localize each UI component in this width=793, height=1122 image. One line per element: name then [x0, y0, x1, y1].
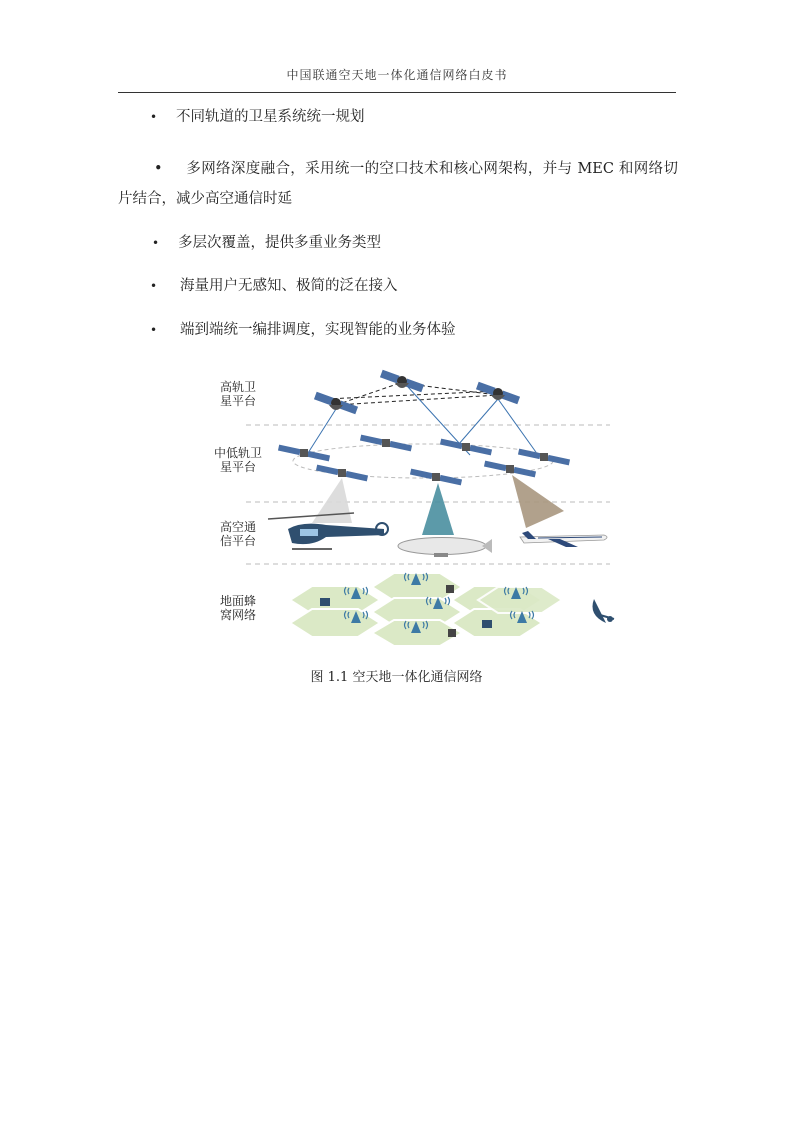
bullet-text: 不同轨道的卫星系统统一规划	[176, 109, 365, 125]
satellite-dish-icon	[593, 599, 615, 623]
bullet-symbol: •	[154, 161, 163, 177]
bullet-item-2	[118, 154, 678, 214]
bullet-item-4	[150, 271, 398, 301]
leo-satellite-2	[360, 435, 412, 452]
geo-satellite-3	[476, 382, 520, 405]
bullet-text: 多层次覆盖，提供多重业务类型	[178, 235, 381, 251]
bullet-symbol: •	[152, 236, 160, 250]
layer-label-leo-2: 星平台	[220, 460, 257, 474]
geo-satellite-1	[314, 392, 358, 415]
network-diagram	[208, 363, 618, 653]
leo-satellite-6	[410, 469, 462, 486]
layer-label-geo-2: 星平台	[220, 394, 257, 408]
leo-satellite-3	[440, 439, 492, 456]
device-icon	[482, 620, 492, 628]
geo-satellite-2	[380, 370, 424, 393]
header-rule	[118, 92, 676, 93]
network-figure	[208, 363, 618, 653]
bullet-text: 多网络深度融合，采用统一的空口技术和核心网架构，并与 MEC 和网络切片结合，减少高空通信时延	[118, 161, 678, 207]
leo-satellite-4	[518, 449, 570, 466]
page-header: 中国联通空天地一体化通信网络白皮书	[286, 68, 508, 82]
bullet-text: 海量用户无感知、极简的泛在接入	[180, 278, 398, 294]
bullet-item-1	[150, 102, 365, 132]
device-icon	[320, 598, 330, 606]
cellular-grid	[290, 573, 562, 646]
airplane-icon	[520, 531, 607, 547]
device-icon	[448, 629, 456, 637]
bullet-text: 端到端统一编排调度，实现智能的业务体验	[180, 322, 456, 338]
layer-label-haps-1: 高空通	[220, 520, 257, 534]
figure-caption: 图 1.1 空天地一体化通信网络	[310, 670, 483, 685]
airship-icon	[398, 538, 492, 558]
bullet-item-3	[152, 228, 381, 258]
layer-label-ground-2: 窝网络	[220, 608, 257, 622]
layer-label-geo-1: 高轨卫	[220, 380, 257, 394]
layer-label-leo-1: 中低轨卫	[214, 446, 263, 460]
bullet-item-5	[150, 315, 456, 345]
beam-blue	[422, 483, 454, 535]
bullet-symbol: •	[150, 323, 158, 337]
layer-label-ground-1: 地面蜂	[220, 594, 257, 608]
leo-satellite-1	[278, 445, 330, 462]
bullet-symbol: •	[150, 279, 158, 293]
layer-label-haps-2: 信平台	[220, 534, 257, 548]
bullet-symbol: •	[150, 110, 158, 124]
leo-satellite-7	[484, 461, 536, 478]
device-icon	[446, 585, 454, 593]
